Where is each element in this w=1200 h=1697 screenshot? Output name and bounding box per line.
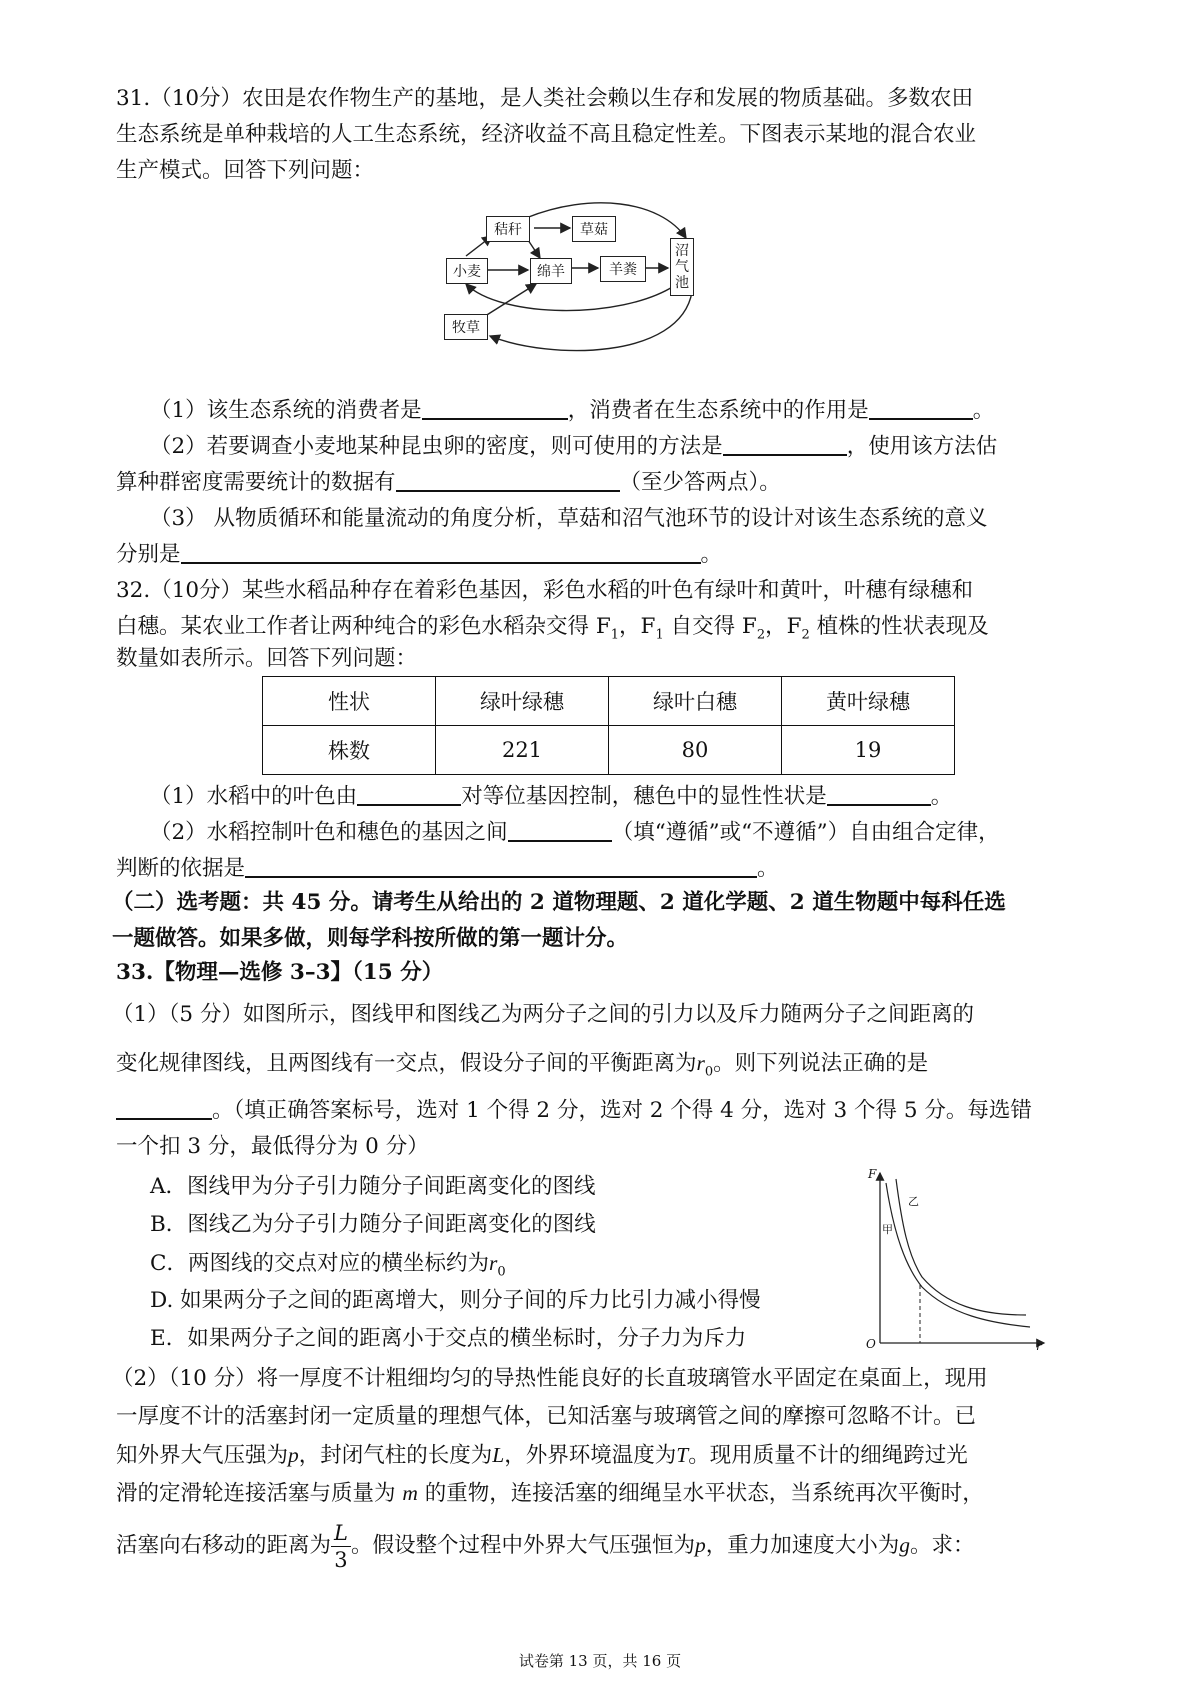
curve-jia-label: 甲 (882, 1223, 893, 1236)
force-distance-graph (850, 1165, 1050, 1355)
q32-intro-line-2: 白穗。某农业工作者让两种纯合的彩色水稻杂交得 $F_1$，$F_1$ 自交得 $F_2$，$F_2$ 植株的性状表现及 (116, 614, 989, 643)
q33-p1-line-1: （1）（5 分）如图所示，图线甲和图线乙为两分子之间的引力以及斥力随两分子之间距离的 (112, 1002, 974, 1027)
q33-p1-line-3: 。（填正确答案标号，选对 1 个得 2 分，选对 2 个得 4 分，选对 3 个得 5 分。每选错 (116, 1096, 1032, 1126)
graph-x-label: r (1036, 1339, 1042, 1353)
option-d: D. 如果两分子之间的距离增大，则分子间的斥力比引力减小得慢 (150, 1288, 761, 1313)
q33-p2-line-5: 活塞向右移动的距离为 $\frac{L}{3}$ 。假设整个过程中外界大气压强恒为p，重力加速度大小为g。求： (116, 1520, 975, 1572)
q33-p2-line-1: （2）（10 分）将一厚度不计粗细均匀的导热性能良好的长直玻璃管水平固定在桌面上，现用 (112, 1366, 988, 1391)
option-b: B．图线乙为分子引力随分子间距离变化的图线 (150, 1212, 596, 1237)
q32-intro-line-3: 数量如表所示。回答下列问题： (116, 646, 418, 671)
node-biogas (670, 238, 694, 296)
node-mushroom: 草菇 (572, 216, 616, 242)
table-cell: 株数 (263, 726, 436, 775)
option-e: E．如果两分子之间的距离小于交点的横坐标时，分子力为斥力 (150, 1326, 747, 1351)
q31-sub2-line-2: 算种群密度需要统计的数据有 （至少答两点）。 (116, 470, 781, 495)
graph-y-label: F (868, 1167, 877, 1181)
biogas-char-2: 气 (675, 259, 689, 275)
q31-intro-line-1: 31.（10分）农田是农作物生产的基地，是人类社会赖以生存和发展的物质基础。多数农田 (116, 86, 974, 111)
node-straw: 秸秆 (486, 216, 530, 242)
q32-sub2-line-2: 判断的依据是 。 (116, 856, 779, 881)
q33-p1-line-2: 变化规律图线，且两图线有一交点，假设分子间的平衡距离为$r_0$。则下列说法正确的是 (116, 1051, 929, 1080)
q32-sub2-line-1: （2）水稻控制叶色和穗色的基因之间 （填“遵循”或“不遵循”）自由组合定律， (150, 820, 1000, 845)
biogas-char-3: 池 (675, 275, 689, 291)
table-header-cell: 绿叶绿穗 (436, 677, 609, 726)
q31-sub1: （1）该生态系统的消费者是 ，消费者在生态系统中的作用是 。 (150, 398, 995, 423)
biogas-char-1: 沼 (675, 243, 689, 259)
fraction-l-over-3: $\frac{L}{3}$ (331, 1520, 351, 1573)
table-header-cell: 性状 (263, 677, 436, 726)
q31-sub3-line-1: （3） 从物质循环和能量流动的角度分析，草菇和沼气池环节的设计对该生态系统的意义 (150, 506, 988, 531)
q31-intro-line-2: 生态系统是单种栽培的人工生态系统，经济收益不高且稳定性差。下图表示某地的混合农业 (116, 122, 977, 147)
table-row (263, 726, 955, 775)
table-cell: 19 (782, 726, 955, 775)
q33-p2-line-4: 滑的定滑轮连接活塞与质量为 m 的重物，连接活塞的细绳呈水平状态，当系统再次平衡时， (116, 1481, 984, 1506)
table-cell: 80 (609, 726, 782, 775)
table-header-row (263, 677, 955, 726)
q32-intro-line-1: 32.（10分）某些水稻品种存在着彩色基因，彩色水稻的叶色有绿叶和黄叶，叶穗有绿穗和 (116, 578, 974, 603)
section-2-heading-line-1: （二）选考题：共 45 分。请考生从给出的 2 道物理题、2 道化学题、2 道生物题中每科任选 (112, 890, 1006, 915)
node-wheat: 小麦 (446, 258, 488, 284)
curve-yi-label: 乙 (908, 1195, 919, 1208)
q33-title: 33.【物理—选修 3–3】（15 分） (116, 960, 444, 985)
q33-p1-line-4: 一个扣 3 分，最低得分为 0 分） (116, 1134, 429, 1159)
table-header-cell: 黄叶绿穗 (782, 677, 955, 726)
table-cell: 221 (436, 726, 609, 775)
q32-sub1: （1）水稻中的叶色由 对等位基因控制，穗色中的显性性状是 。 (150, 784, 953, 809)
option-c: C．两图线的交点对应的横坐标约为$r_0$ (150, 1251, 506, 1280)
trait-table (262, 676, 955, 775)
node-sheep: 绵羊 (530, 258, 572, 284)
q33-p2-line-3: 知外界大气压强为p，封闭气柱的长度为L，外界环境温度为T。现用质量不计的细绳跨过光 (116, 1443, 968, 1468)
farm-flow-diagram (430, 200, 750, 380)
q31-sub2-line-1: （2）若要调查小麦地某种昆虫卵的密度，则可使用的方法是 ，使用该方法估 (150, 434, 998, 459)
q33-p2-line-2: 一厚度不计的活塞封闭一定质量的理想气体，已知活塞与玻璃管之间的摩擦可忽略不计。已 (116, 1404, 977, 1429)
section-2-heading-line-2: 一题做答。如果多做，则每学科按所做的第一题计分。 (112, 926, 629, 951)
graph-origin-label: O (866, 1337, 876, 1351)
q31-intro-line-3: 生产模式。回答下列问题： (116, 158, 375, 183)
node-grass: 牧草 (444, 314, 488, 340)
q31-sub3-line-2: 分别是 。 (116, 542, 723, 567)
page-footer: 试卷第 13 页，共 16 页 (518, 1652, 682, 1670)
node-dung: 羊粪 (600, 256, 646, 282)
table-header-cell: 绿叶白穗 (609, 677, 782, 726)
graph-curves (850, 1165, 1050, 1355)
option-a: A．图线甲为分子引力随分子间距离变化的图线 (150, 1174, 596, 1199)
